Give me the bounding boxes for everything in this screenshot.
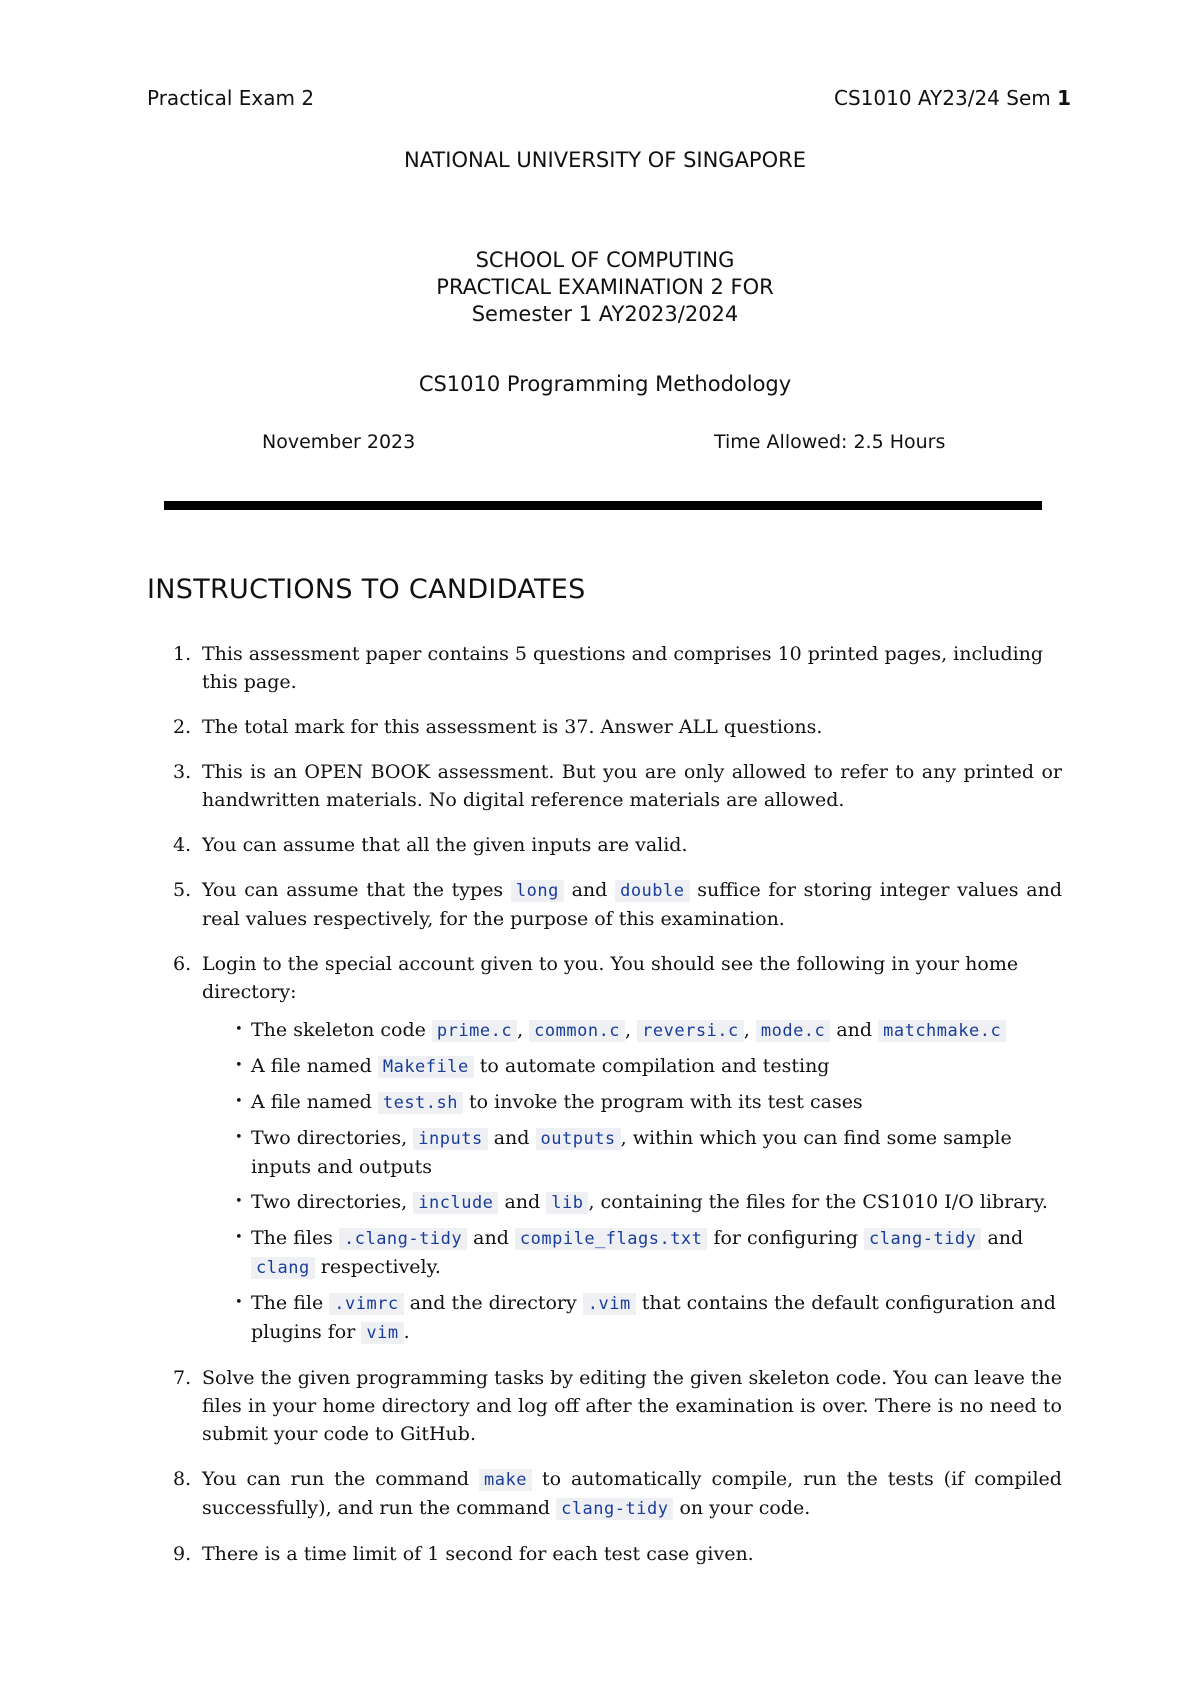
code-vim: vim — [361, 1322, 403, 1344]
code-long: long — [511, 880, 564, 902]
item-number: 4. — [173, 834, 192, 856]
course-title: CS1010 Programming Methodology — [418, 372, 792, 396]
bullet-inputs-outputs — [202, 1124, 1062, 1181]
instruction-text: You can assume that the types — [202, 879, 504, 901]
code-clang-tidy-cmd: clang-tidy — [556, 1498, 673, 1520]
instruction-text: suffice for storing integer values and real values respectively, for the purpose of this examination. — [202, 879, 1063, 930]
bullet-dot: • — [235, 1130, 243, 1145]
instruction-9 — [147, 1540, 1062, 1568]
school-name: SCHOOL OF COMPUTING — [475, 248, 735, 272]
instruction-text: You can assume that all the given inputs are valid. — [202, 834, 688, 856]
instruction-8 — [147, 1465, 1062, 1523]
instruction-text: The total mark for this assessment is 37. Answer ALL questions. — [202, 716, 823, 738]
instruction-text: and — [571, 879, 608, 901]
item-number: 5. — [173, 879, 192, 901]
code-mode-c: mode.c — [756, 1020, 830, 1042]
code-common-c: common.c — [529, 1020, 625, 1042]
bullet-dot: • — [235, 1194, 243, 1209]
code-include: include — [413, 1192, 498, 1214]
bullet-include-lib — [202, 1188, 1062, 1217]
code-double: double — [615, 880, 689, 902]
code-compile-flags: compile_flags.txt — [515, 1228, 708, 1250]
bullet-text: . — [403, 1321, 410, 1343]
bullet-text: A file named — [251, 1091, 372, 1113]
exam-date: November 2023 — [262, 431, 416, 453]
item-number: 2. — [173, 716, 192, 738]
code-matchmake-c: matchmake.c — [878, 1020, 1006, 1042]
bullet-text: to invoke the program with its test cases — [469, 1091, 863, 1113]
bullet-text: and — [473, 1227, 509, 1249]
instruction-text: Solve the given programming tasks by editing the given skeleton code. You can leave the files in your home directory and log off after the examination is over. There is no need to submit your code to GitHub. — [202, 1367, 1062, 1445]
instruction-text: to automatically compile, run the tests (if compiled successfully), and run the command — [202, 1468, 1062, 1519]
code-reversi-c: reversi.c — [637, 1020, 744, 1042]
instruction-text: This is an OPEN BOOK assessment. But you are only allowed to refer to any printed or handwritten materials. No digital reference materials are allowed. — [202, 761, 1062, 811]
bullet-text: to automate compilation and testing — [479, 1055, 830, 1077]
university-name: NATIONAL UNIVERSITY OF SINGAPORE — [403, 148, 806, 172]
bullet-dot: • — [235, 1094, 243, 1109]
code-outputs: outputs — [536, 1128, 621, 1150]
item-number: 8. — [173, 1468, 192, 1490]
bullet-text: The files — [251, 1227, 333, 1249]
instructions-list — [147, 640, 1062, 1585]
code-makefile: Makefile — [378, 1056, 474, 1078]
item-number: 7. — [173, 1367, 192, 1389]
bullet-text: and — [504, 1191, 541, 1213]
bullet-text: and the directory — [409, 1292, 577, 1314]
page-number: 1 — [1057, 86, 1072, 110]
item-number: 3. — [173, 761, 192, 783]
instruction-2 — [147, 713, 1062, 741]
bullet-dot: • — [235, 1230, 243, 1245]
bullet-text: and — [493, 1127, 530, 1149]
bullet-dot: • — [235, 1058, 243, 1073]
bullet-vim-config — [202, 1289, 1062, 1347]
instructions-heading: INSTRUCTIONS TO CANDIDATES — [147, 574, 586, 605]
instruction-6 — [147, 950, 1062, 1347]
code-vim-dir: .vim — [583, 1293, 636, 1315]
bullet-text: and — [987, 1227, 1024, 1249]
bullet-text: Two directories, — [251, 1127, 408, 1149]
running-header-left: Practical Exam 2 — [147, 86, 315, 110]
instruction-1 — [147, 640, 1062, 696]
bullet-dot: • — [235, 1022, 243, 1037]
code-prime-c: prime.c — [432, 1020, 517, 1042]
bullet-text: for configuring — [713, 1227, 858, 1249]
bullet-text: , within which you can find some sample inputs and outputs — [251, 1127, 1012, 1178]
semester-line: Semester 1 AY2023/2024 — [471, 302, 739, 326]
item-number: 1. — [173, 643, 192, 665]
instruction-text: This assessment paper contains 5 questions and comprises 10 printed pages, including this page. — [202, 643, 1044, 693]
item-number: 9. — [173, 1543, 192, 1565]
home-directory-contents — [202, 1016, 1062, 1347]
bullet-test-sh — [202, 1088, 1062, 1117]
instruction-text: Login to the special account given to you. You should see the following in your home directory: — [202, 953, 1019, 1003]
bullet-text: , containing the files for the CS1010 I/O library. — [588, 1191, 1048, 1213]
instruction-7 — [147, 1364, 1062, 1448]
time-allowed: Time Allowed: 2.5 Hours — [714, 431, 946, 453]
bullet-text: The skeleton code — [251, 1019, 426, 1041]
code-inputs: inputs — [413, 1128, 487, 1150]
bullet-text: Two directories, — [251, 1191, 408, 1213]
instruction-3 — [147, 758, 1062, 814]
instruction-text: There is a time limit of 1 second for each test case given. — [202, 1543, 754, 1565]
instruction-text: on your code. — [679, 1497, 811, 1519]
bullet-makefile — [202, 1052, 1062, 1081]
instruction-4 — [147, 831, 1062, 859]
item-number: 6. — [173, 953, 192, 975]
course-semester: CS1010 AY23/24 Sem — [834, 86, 1051, 110]
bullet-text: and — [836, 1019, 873, 1041]
code-clang-tidy-file: .clang-tidy — [339, 1228, 467, 1250]
exam-title: PRACTICAL EXAMINATION 2 FOR — [436, 275, 774, 299]
bullet-dot: • — [235, 1295, 243, 1310]
code-clang: clang — [251, 1257, 315, 1279]
code-lib: lib — [546, 1192, 588, 1214]
instruction-text: You can run the command — [202, 1468, 470, 1490]
code-make: make — [479, 1469, 532, 1491]
bullet-text: The file — [251, 1292, 324, 1314]
code-vimrc: .vimrc — [329, 1293, 403, 1315]
code-test-sh: test.sh — [378, 1092, 463, 1114]
bullet-text: that contains the default configuration and plugins for — [251, 1292, 1056, 1343]
title-divider-rule — [164, 501, 1042, 510]
bullet-text: A file named — [251, 1055, 372, 1077]
code-clang-tidy: clang-tidy — [864, 1228, 981, 1250]
bullet-clang-config — [202, 1224, 1062, 1282]
bullet-text: respectively. — [320, 1256, 441, 1278]
bullet-skeleton-code: • The skeleton code prime.c , common.c , reversi.c , mode.c and matchmake.c — [202, 1016, 1062, 1045]
instruction-5 — [147, 876, 1062, 933]
running-header-right — [834, 86, 1071, 110]
